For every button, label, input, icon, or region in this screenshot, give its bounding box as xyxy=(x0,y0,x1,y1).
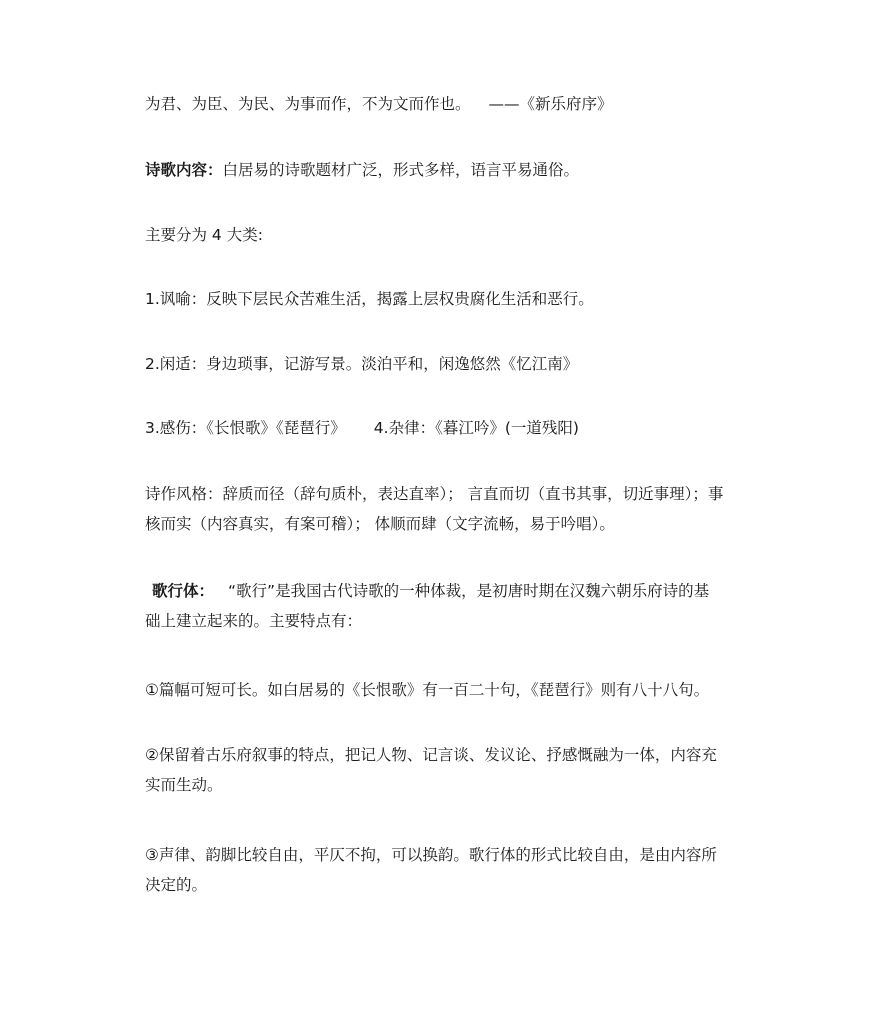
category-sentimental: 3.感伤：《长恨歌》《琵琶行》 xyxy=(145,419,346,437)
quote-line xyxy=(145,89,765,119)
gexingti-label: 歌行体： xyxy=(152,582,215,600)
style-paragraph xyxy=(145,479,765,539)
feature-3-line-1: ③声律、韵脚比较自由，平仄不拘，可以换韵。歌行体的形式比较自由，是由内容所 xyxy=(145,846,717,864)
feature-3 xyxy=(145,840,765,900)
feature-1 xyxy=(145,675,765,705)
style-line-2: 核而实（内容真实，有案可稽）； 体顺而肆（文字流畅，易于吟唱）。 xyxy=(145,515,615,533)
categories-intro: 主要分为 4 大类: xyxy=(145,226,263,244)
style-line-1: 诗作风格：辞质而径（辞句质朴，表达直率）； 言直而切（直书其事，切近事理）；事 xyxy=(145,485,724,503)
feature-2-line-1: ②保留着古乐府叙事的特点，把记人物、记言谈、发议论、抒感慨融为一体，内容充 xyxy=(145,746,717,764)
feature-2 xyxy=(145,740,765,800)
gexingti-paragraph xyxy=(145,576,765,636)
category-miscellaneous: 4.杂律：《暮江吟》(一道残阳) xyxy=(373,419,579,437)
quote-text: 为君、为臣、为民、为事而作，不为文而作也。 xyxy=(145,95,471,113)
category-sentimental-line xyxy=(145,413,765,443)
poetry-content-label: 诗歌内容： xyxy=(145,161,223,179)
feature-2-line-2: 实而生动。 xyxy=(145,776,223,794)
feature-3-line-2: 决定的。 xyxy=(145,876,208,894)
gexingti-line-1 xyxy=(145,576,765,606)
poetry-content-text: 白居易的诗歌题材广泛，形式多样，语言平易通俗。 xyxy=(222,161,580,179)
category-leisure: 2.闲适：身边琐事，记游写景。淡泊平和，闲逸悠然《忆江南》 xyxy=(145,355,579,373)
quote-source: ——《新乐府序》 xyxy=(488,95,613,113)
poetry-content-line xyxy=(145,155,765,185)
gexingti-line-2: 础上建立起来的。主要特点有： xyxy=(145,612,363,630)
category-satirical: 1.讽喻：反映下层民众苦难生活，揭露上层权贵腐化生活和恶行。 xyxy=(145,290,594,308)
gexingti-line-1-text: “歌行”是我国古代诗歌的一种体裁，是初唐时期在汉魏六朝乐府诗的基 xyxy=(228,582,710,600)
feature-1-line-1: ①篇幅可短可长。如白居易的《长恨歌》有一百二十句，《琵琶行》则有八十八句。 xyxy=(145,681,710,699)
